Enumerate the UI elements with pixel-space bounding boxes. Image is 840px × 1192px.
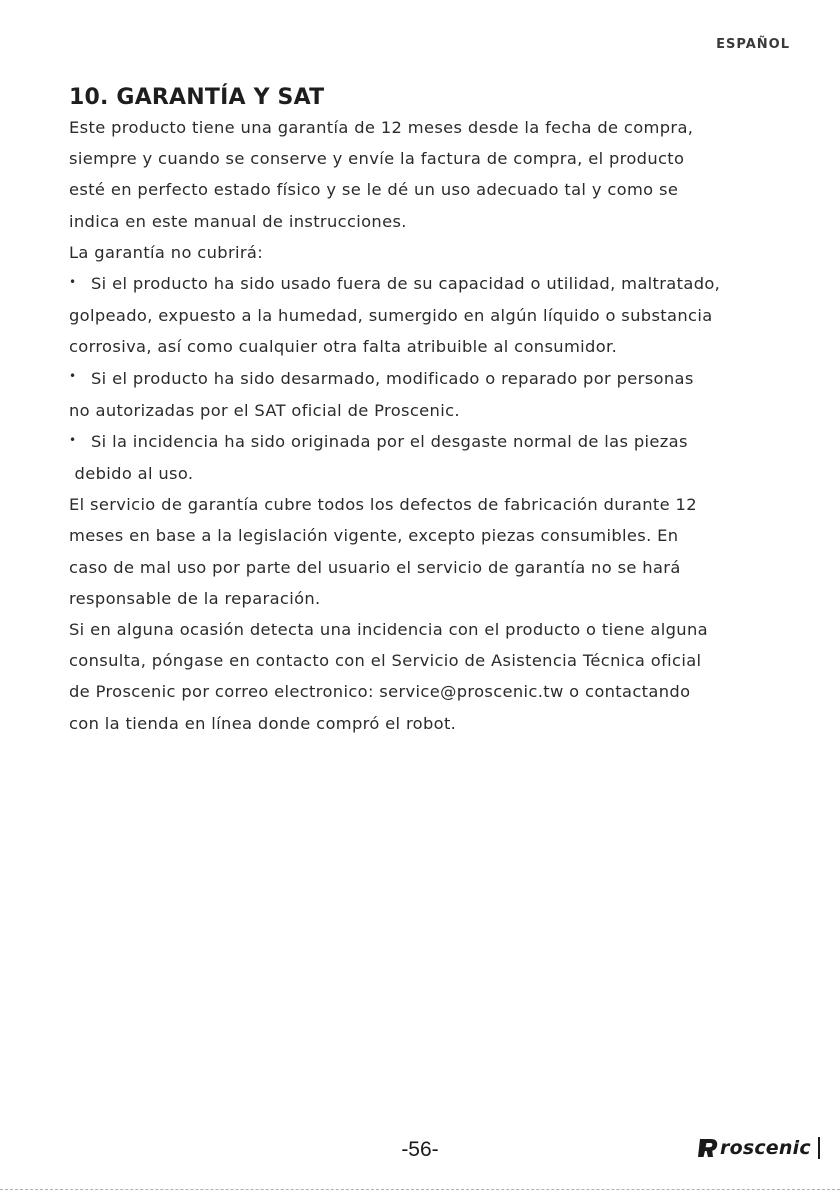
warranty-section: [69, 85, 789, 739]
bullet-item: [69, 268, 789, 363]
text-line: debido al uso.: [69, 463, 194, 483]
logo-divider: [818, 1137, 820, 1159]
bullet-item: [69, 363, 789, 426]
text-line: siempre y cuando se conserve y envíe la factura de compra, el producto: [69, 149, 685, 169]
text-line: • Si la incidencia ha sido originada por el desgaste normal de las piezas: [69, 426, 789, 458]
bullet-icon: •: [69, 369, 77, 384]
not-covered-heading: La garantía no cubrirá:: [69, 242, 264, 262]
section-body: [69, 112, 789, 739]
text-line: no autorizadas por el SAT oficial de Proscenic.: [69, 400, 460, 420]
text-line: de Proscenic por correo electronico: service@proscenic.tw o contactando: [69, 682, 691, 702]
intro-paragraph: [69, 112, 789, 237]
language-label: ESPAÑOL: [716, 37, 790, 52]
brand-name: roscenic: [720, 1137, 811, 1159]
text-line: consulta, póngase en contacto con el Servicio de Asistencia Técnica oficial: [69, 651, 702, 671]
text-line: • Si el producto ha sido usado fuera de su capacidad o utilidad, maltratado,: [69, 268, 789, 300]
text-line: corrosiva, así como cualquier otra falta atribuible al consumidor.: [69, 337, 618, 357]
page-number: -56-: [401, 1138, 439, 1161]
bullet-item: [69, 426, 789, 489]
text-line: Si en alguna ocasión detecta una incidencia con el producto o tiene alguna: [69, 619, 708, 639]
bullet-icon: •: [69, 274, 77, 289]
text-line: El servicio de garantía cubre todos los defectos de fabricación durante 12: [69, 495, 697, 515]
text-line: con la tienda en línea donde compró el robot.: [69, 713, 457, 733]
text-line: meses en base a la legislación vigente, excepto piezas consumibles. En: [69, 526, 679, 546]
text-line: Este producto tiene una garantía de 12 meses desde la fecha de compra,: [69, 118, 694, 137]
text-line: golpeado, expuesto a la humedad, sumergido en algún líquido o substancia: [69, 306, 713, 326]
text-line: responsable de la reparación.: [69, 588, 321, 608]
text-line: caso de mal uso por parte del usuario el servicio de garantía no se hará: [69, 557, 681, 577]
text-line: • Si el producto ha sido desarmado, modificado o reparado por personas: [69, 363, 789, 395]
service-paragraph: [69, 489, 789, 614]
text-line: indica en este manual de instrucciones.: [69, 211, 407, 231]
proscenic-logo: [697, 1135, 820, 1161]
section-title: 10. GARANTÍA Y SAT: [69, 85, 325, 110]
text-line: esté en perfecto estado físico y se le dé un uso adecuado tal y como se: [69, 180, 679, 200]
contact-paragraph: [69, 614, 789, 739]
page-edge-rule: [0, 1189, 840, 1190]
proscenic-p-icon: [697, 1138, 719, 1158]
bullet-icon: •: [69, 432, 77, 447]
